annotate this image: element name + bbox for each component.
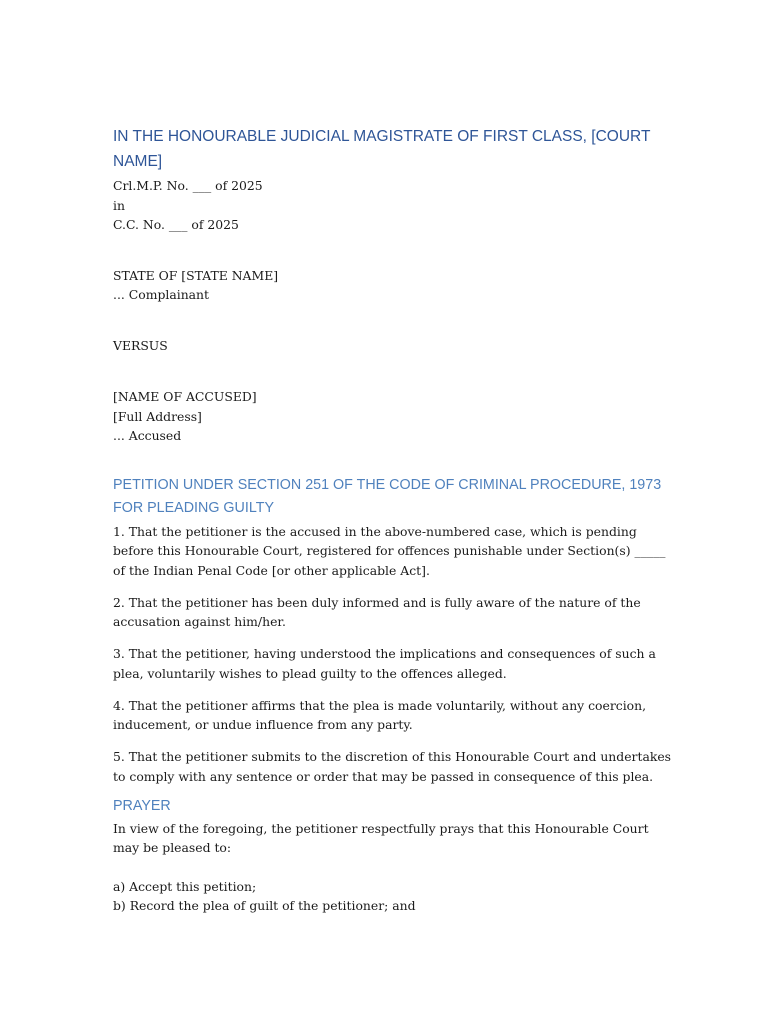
case-number-connector: in (113, 197, 125, 213)
case-number-crlmp: Crl.M.P. No. ___ of 2025 (113, 178, 263, 193)
spacer (113, 305, 673, 336)
complainant-role: ... Complainant (113, 287, 210, 302)
court-title: IN THE HONOURABLE JUDICIAL MAGISTRATE OF FIRST CLASS, [COURT NAME] (113, 128, 651, 170)
accused-address: [Full Address] (113, 408, 202, 424)
prayer-item-b: b) Record the plea of guilt of the petitioner; and (113, 898, 416, 913)
accused-block (113, 387, 673, 446)
accused-role: ... Accused (113, 428, 182, 443)
versus-label: VERSUS (113, 337, 168, 353)
petition-paragraphs (113, 522, 673, 787)
document-body (113, 124, 673, 916)
spacer (113, 355, 673, 387)
petition-heading: PETITION UNDER SECTION 251 OF THE CODE OF CRIMINAL PROCEDURE, 1973 FOR PLEADING GUILTY (113, 476, 662, 516)
petition-paragraph-5: 5. That the petitioner submits to the discretion of this Honourable Court and undertakes to comply with any sentence or order that may be passed in consequence of this plea. (113, 749, 672, 784)
prayer-heading: PRAYER (113, 798, 171, 814)
accused-name: [NAME OF ACCUSED] (113, 389, 257, 404)
case-number-block (113, 176, 673, 235)
petition-paragraph-4: 4. That the petitioner affirms that the plea is made voluntarily, without any coercion, inducement, or undue influence from any party. (113, 697, 647, 732)
spacer (113, 446, 673, 474)
petition-paragraph-2: 2. That the petitioner has been duly informed and is fully aware of the nature of the accusation against him/her. (113, 594, 641, 629)
prayer-items (113, 877, 673, 916)
prayer-item-a: a) Accept this petition; (113, 878, 257, 894)
complainant-block (113, 266, 673, 305)
spacer (113, 235, 673, 266)
case-number-cc: C.C. No. ___ of 2025 (113, 217, 239, 232)
complainant-name: STATE OF [STATE NAME] (113, 267, 279, 283)
petition-paragraph-3: 3. That the petitioner, having understood the implications and consequences of such a plea, voluntarily wishes to plead guilty to the offences alleged. (113, 646, 656, 681)
petition-paragraph-1: 1. That the petitioner is the accused in the above-numbered case, which is pending before this Honourable Court, registered for offences punishable under Section(s) _____ of the Indian Penal Code [or other applicable Act]. (113, 523, 666, 578)
spacer (113, 858, 673, 877)
prayer-intro: In view of the foregoing, the petitioner respectfully prays that this Honourable Court may be pleased to: (113, 820, 649, 855)
